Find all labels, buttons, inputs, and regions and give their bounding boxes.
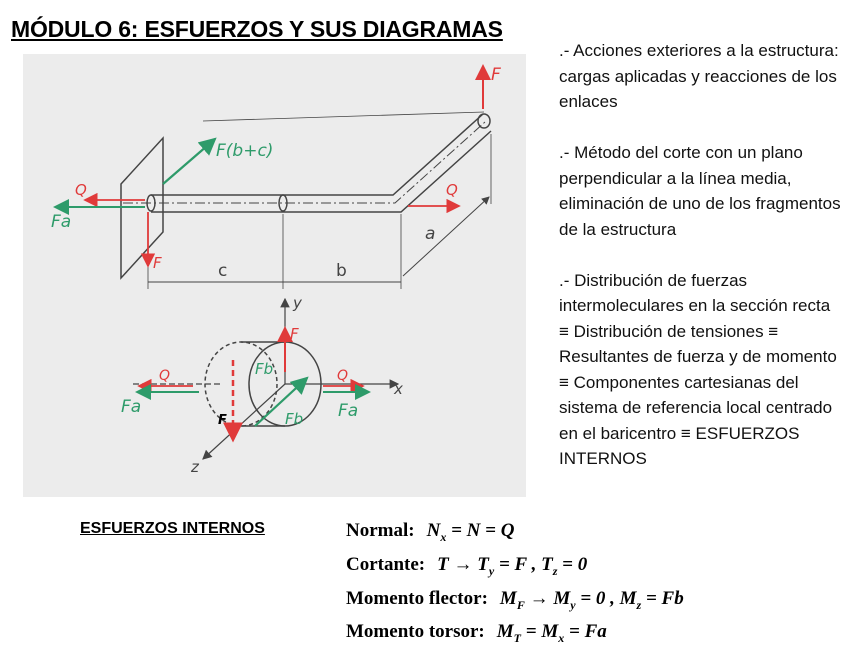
axis-y-label: y	[293, 294, 302, 312]
bullet-list	[559, 38, 844, 472]
beam-figure	[23, 54, 526, 497]
sec-Fb-bottom-label: Fb	[285, 410, 304, 428]
bullet-item: .- Método del corte con un plano perpendicular a la línea media, eliminación de uno de los fragmentos de la estructura	[559, 143, 841, 239]
eq-label: Momento torsor:	[346, 621, 485, 643]
helper-lines	[148, 112, 491, 289]
sec-Fa-right-label: Fa	[338, 401, 359, 421]
dim-b-label: b	[336, 261, 347, 281]
axis-z-label: z	[191, 458, 199, 476]
sec-Q-right-label: Q	[337, 368, 349, 384]
force-F-left-label: F	[153, 254, 162, 272]
bullet-item: .- Distribución de fuerzas intermoleculares en la sección recta ≡ Distribución de tensiones ≡ Resultantes de fuerza y de momento ≡ Componentes cartesianas del sistema de referencia local centrado en el baricentro ≡ ESFUERZOS INTERNOS	[559, 270, 837, 468]
eq-label: Momento flector:	[346, 587, 488, 609]
force-Q-left-label: Q	[75, 181, 87, 199]
eq-label: Cortante:	[346, 553, 426, 575]
section-axes	[133, 299, 398, 459]
page-title: MÓDULO 6: ESFUERZOS Y SUS DIAGRAMAS	[11, 16, 503, 42]
eq-math: $M_F \to M_y = 0$ , $M_z = Fb$	[499, 587, 684, 612]
eq-label: Normal:	[346, 520, 415, 541]
dim-c-label: c	[218, 261, 228, 281]
eq-math: $T \to T_y = F$ , $T_z = 0$	[437, 553, 588, 578]
dim-a-label: a	[425, 224, 436, 244]
moment-Fbc	[163, 139, 215, 184]
axis-x-label: x	[394, 380, 403, 398]
equations	[346, 517, 684, 652]
sec-Q-left-label: Q	[159, 368, 171, 384]
force-F-top-label: F	[491, 65, 501, 85]
internal-efforts-heading: ESFUERZOS INTERNOS	[80, 520, 265, 537]
equation-row-bending	[346, 585, 684, 619]
beam	[123, 114, 491, 212]
moment-Fa-left-label: Fa	[51, 212, 72, 232]
equation-row-shear	[346, 551, 684, 585]
beam-diagram-svg	[23, 54, 526, 497]
equation-row-torsion	[346, 618, 684, 652]
sec-force-F-label: F	[290, 325, 299, 343]
equation-row-normal	[346, 517, 684, 551]
sec-F-red-label: F	[218, 413, 227, 428]
force-Q-right-label: Q	[446, 181, 458, 199]
eq-math: $M_T = M_x = Fa$	[496, 621, 607, 646]
moment-Fbc-label: F(b+c)	[216, 141, 274, 161]
eq-math: $N_x = N = Q$	[426, 520, 515, 544]
dimensions	[148, 197, 489, 282]
bullet-item: .- Acciones exteriores a la estructura: cargas aplicadas y reacciones de los enlaces	[559, 41, 839, 111]
sec-Fa-left-label: Fa	[121, 397, 142, 417]
sec-Fb-top-label: Fb	[255, 360, 274, 378]
